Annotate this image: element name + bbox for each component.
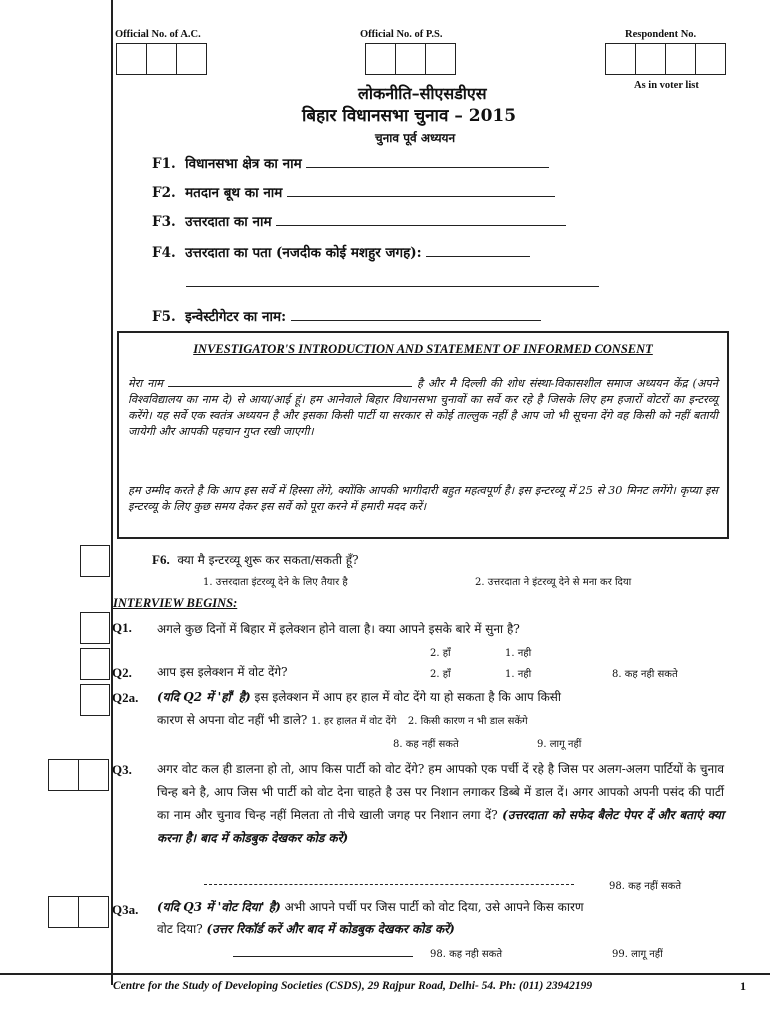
footer-address: Centre for the Study of Developing Societies (CSDS), 29 Rajpur Road, Delhi- 54. Ph: (011) 23942199	[113, 980, 593, 992]
consent-line1-rest: है और मै दिल्ली की शोध संस्था-विकासशील	[416, 377, 601, 390]
ps-number-box-3[interactable]	[425, 43, 456, 75]
respondent-number-box-2[interactable]	[635, 43, 666, 75]
q1-option-no: 1. नही	[505, 648, 532, 659]
field-f4	[152, 243, 530, 261]
q2a-line-2	[157, 711, 528, 728]
field-f4-number: F4.	[152, 245, 176, 261]
respondent-number-box-1[interactable]	[605, 43, 636, 75]
field-f5-number: F5.	[152, 309, 176, 325]
q3-text-block	[157, 758, 724, 850]
q3a-condition: (यदि Q3 में 'वोट दिया' है)	[157, 900, 281, 914]
survey-title: बिहार विधानसभा चुनाव – 2015	[302, 106, 517, 126]
field-f2-label: मतदान बूथ का नाम	[185, 185, 283, 201]
f6-question	[152, 551, 359, 568]
field-f1	[152, 154, 549, 172]
q2a-number: Q2a.	[112, 690, 139, 705]
page-number: 1	[740, 979, 746, 993]
q2a-option-8: 8. कह नहीं सकते	[393, 739, 459, 750]
q3a-code-box-1[interactable]	[48, 896, 79, 928]
f6-option-1: 1. उत्तरदाता इंटरव्यू देने के लिए तैयार है	[203, 577, 348, 588]
field-f2	[152, 183, 555, 201]
survey-subtitle: चुनाव पूर्व अध्ययन	[375, 131, 456, 145]
q3a-code-box-2[interactable]	[78, 896, 109, 928]
field-f2-number: F2.	[152, 185, 176, 201]
interview-begins-heading: INTERVIEW BEGINS:	[113, 596, 238, 610]
q3a-text-1: अभी आपने पर्ची पर जिस पार्टी को वोट दिया, उसे आपने किस कारण	[284, 900, 584, 914]
consent-paragraph-2: हम उम्मीद करते है कि आप इस सर्वे में हिस्सा लेंगे, क्योंकि आपकी भागीदारी बहुत महत्वपूर्ण है। इस इन्टरव्यू में 25 से 30 मिनट लगेंगे। कृप्या इस इन्टरव्यू के लिए कुछ समय देकर इस सर्वे को पूरा करने में हमारी मदद करें।	[128, 484, 718, 513]
field-f3-number: F3.	[152, 214, 176, 230]
respondent-number-box-4[interactable]	[695, 43, 726, 75]
constituency-name-line[interactable]	[306, 155, 549, 168]
q3-number: Q3.	[112, 762, 132, 777]
consent-name-prefix: मेरा नाम	[128, 377, 163, 390]
ps-number-label: Official No. of P.S.	[360, 29, 443, 40]
survey-org-title: लोकनीति–सीएसडीएस	[358, 84, 487, 103]
q2-number: Q2.	[112, 665, 132, 680]
q1-option-yes: 2. हाँ	[430, 648, 451, 659]
ac-number-box-3[interactable]	[176, 43, 207, 75]
field-f1-number: F1.	[152, 156, 176, 172]
q3a-option-99: 99. लागू नहीं	[612, 949, 663, 960]
q2-option-cant-say: 8. कह नही सकते	[612, 669, 678, 680]
respondent-name-line[interactable]	[276, 213, 566, 226]
q2-option-no: 1. नही	[505, 669, 532, 680]
q3-code-box-2[interactable]	[78, 759, 109, 791]
left-margin-line	[111, 0, 113, 985]
field-f4-label: उत्तरदाता का पता (नजदीक कोई मशहुर जगह):	[185, 245, 422, 261]
investigator-intro-name-line[interactable]	[168, 376, 412, 387]
q2a-text-1: इस इलेक्शन में आप हर हाल में वोट देंगे या हो सकता है कि आप किसी	[254, 690, 562, 704]
investigator-name-line[interactable]	[291, 308, 541, 321]
q2a-option-2: 2. किसी कारण न भी डाल सकेंगे	[407, 716, 528, 727]
q3a-line-1	[157, 898, 584, 915]
field-f3	[152, 212, 566, 230]
q3a-number: Q3a.	[112, 902, 139, 917]
q2a-option-1: 1. हर हालत में वोट देंगे	[311, 716, 397, 727]
q2-option-yes: 2. हाँ	[430, 669, 451, 680]
q3a-answer-line[interactable]	[233, 956, 413, 957]
field-f5-label: इन्वेस्टीगेटर का नाम:	[185, 309, 287, 325]
q2a-condition: (यदि Q2 में 'हाँ' है)	[157, 690, 251, 704]
booth-name-line[interactable]	[287, 184, 555, 197]
q2a-text-2: कारण से अपना वोट नहीं भी डाले?	[157, 713, 308, 727]
q2-code-box[interactable]	[80, 648, 110, 680]
ps-number-box-2[interactable]	[395, 43, 426, 75]
q1-number: Q1.	[112, 620, 132, 635]
consent-para1-rest: समाज अध्ययन केंद्र (अपने विश्वविद्यालय का नाम दे) से आया/आई हूं। हम आनेवाले बिहार विधानसभा चुनावों का सर्वे कर रहे है जिसके लिए हम हजारों वोटरों का इन्टरव्यू करेंगे। यह सर्वे एक स्वतंत्र अध्ययन है और इसका किसी पार्टी या सरकार से कोई ताल्लुक नहीं है आप जो भी सूचना देंगे वह किसी को नहीं बतायी जायेगी और आपकी पहचान गुप्त रखी जाएगी।	[128, 377, 718, 438]
q3a-option-98: 98. कह नही सकते	[430, 949, 503, 960]
voter-list-note: As in voter list	[634, 80, 699, 91]
consent-paragraph-1	[128, 376, 718, 440]
footer-rule	[0, 973, 770, 975]
q1-text: अगले कुछ दिनों में बिहार में इलेक्शन होने वाला है। क्या आपने इसके बारे में सुना है?	[157, 622, 520, 636]
q3a-text-2: वोट दिया?	[157, 922, 203, 936]
q3-answer-line[interactable]	[204, 884, 574, 885]
f6-option-2: 2. उत्तरदाता ने इंटरव्यू देने से मना कर दिया	[475, 577, 632, 588]
f6-number: F6.	[152, 552, 170, 567]
q3-code-box-1[interactable]	[48, 759, 79, 791]
f6-text: क्या मै इन्टरव्यू शुरू कर सकता/सकती हूँ?	[177, 553, 359, 567]
respondent-number-box-3[interactable]	[665, 43, 696, 75]
q3a-line-2	[157, 920, 455, 937]
q1-code-box[interactable]	[80, 612, 110, 644]
q3-option-98: 98. कह नहीं सकते	[609, 881, 682, 892]
field-f1-label: विधानसभा क्षेत्र का नाम	[185, 156, 302, 172]
q2-text: आप इस इलेक्शन में वोट देंगे?	[157, 665, 288, 679]
field-f3-label: उत्तरदाता का नाम	[185, 214, 272, 230]
respondent-address-line-2[interactable]	[186, 286, 599, 287]
respondent-address-line[interactable]	[426, 244, 530, 257]
respondent-number-label: Respondent No.	[625, 29, 697, 40]
ac-number-box-2[interactable]	[146, 43, 177, 75]
q3-text: अगर वोट कल ही डालना हो तो, आप किस पार्टी को वोट देंगे? हम आपको एक पर्ची दें रहे है जिस पर अलग-अलग पार्टियों के चुनाव चिन्ह बने है, आप जिस भी पार्टी को वोट देना चाहते है उस पर निशान लगाकर डिब्बे में डाल दें। अगर आपको अपनी पसंद की पार्टी का नाम और चुनाव चिन्ह नहीं मिलता तो नीचे खाली जगह पर निशान लगा दें?	[157, 762, 724, 822]
q2a-code-box[interactable]	[80, 684, 110, 716]
f6-code-box[interactable]	[80, 545, 110, 577]
ac-number-label: Official No. of A.C.	[115, 29, 201, 40]
q3-instruction: (उत्तरदाता को सफेद बैलेट पेपर दें और बताएं क्या करना है। बाद में कोडबुक देखकर कोड करें)	[157, 808, 724, 845]
ac-number-box-1[interactable]	[116, 43, 147, 75]
ps-number-box-1[interactable]	[365, 43, 396, 75]
consent-box	[117, 331, 729, 539]
q3a-instruction: (उत्तर रिकॉर्ड करें और बाद में कोडबुक देखकर कोड करें)	[206, 922, 455, 936]
consent-heading: INVESTIGATOR'S INTRODUCTION AND STATEMENT OF INFORMED CONSENT	[193, 342, 653, 356]
field-f5	[152, 307, 541, 325]
q2a-line-1	[157, 688, 561, 705]
q2a-option-9: 9. लागू नहीं	[537, 739, 582, 750]
